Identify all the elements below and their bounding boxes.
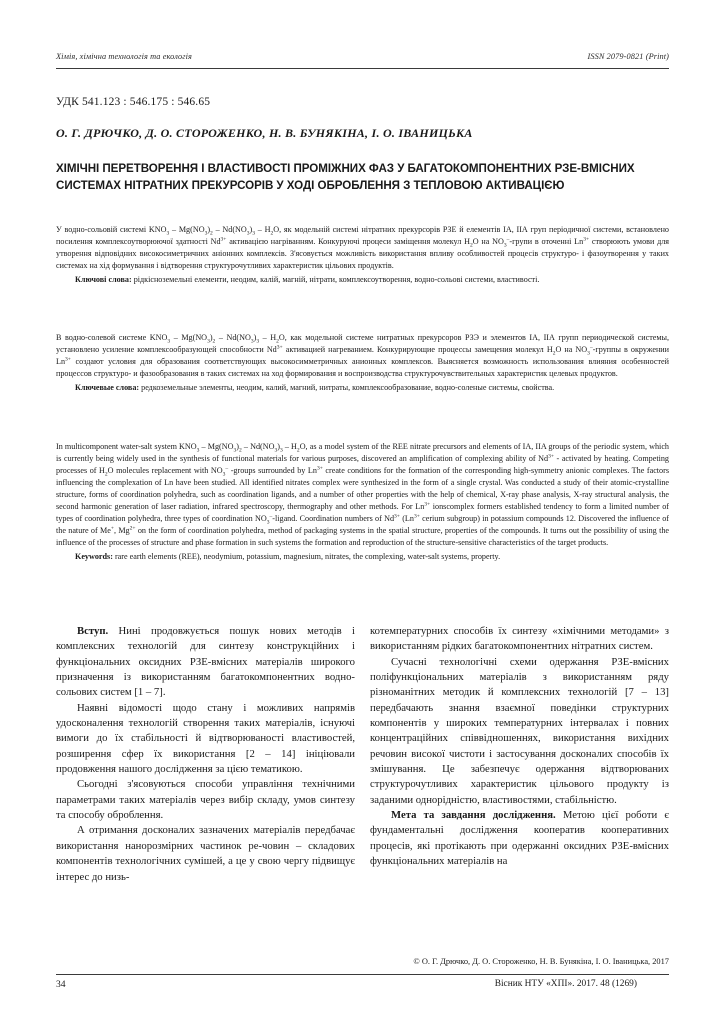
body-column-left xyxy=(56,624,355,944)
header-rule xyxy=(56,68,669,69)
abstract-ru-keywords xyxy=(56,382,669,394)
paragraph-text: Нині продовжується пошук нових методів і комплексних технологій для синтезу конструкційних і функціональних оксидних РЗЕ-вмісних матеріалів широкого призначення із використанням багатокомпонентних водно-сольових систем [1 – 7]. xyxy=(56,625,355,699)
page-number: 34 xyxy=(56,979,66,990)
running-head xyxy=(56,52,669,61)
body-columns xyxy=(56,624,669,944)
keywords-label-ru: Ключевые слова: xyxy=(75,383,140,393)
body-paragraph xyxy=(56,701,355,778)
footer-line xyxy=(56,979,669,990)
abstract-russian xyxy=(56,332,669,394)
body-column-right xyxy=(370,624,669,944)
abstract-english xyxy=(56,441,669,563)
keywords-label-en: Keywords: xyxy=(75,552,113,562)
keywords-text-en: rare earth elements (REE), neodymium, potassium, magnesium, nitrates, the complexing, water-salt systems, property. xyxy=(114,552,501,562)
paragraph-lead: Мета та завдання дослідження. xyxy=(391,809,556,822)
abstract-uk-body: У водно-сольовій системі $KNO_3 - Mg(NO_3)_2 - Nd(NO_3)_3 - H_2O$, як модельній системі нітратних прекурсорів РЗЕ й елементів ІА, ІІА груп періодичної системи, встановлено посилення комплексоутворюючої здатності $Nd^{3+}$ активацією нагріванням. Конкуруючі процеси заміщення молекул $H_2O$ на $NO_3^-$-групи в оточенні $Ln^{3+}$ створюють умови для утворення відповідних високосиметричних аніонних комплексів. З'ясовується можливість використання впливу особливостей процесів структуро- і фазоутворення у таких системах на хід формування і відтворення структурочутливих характеристик цільових продуктів. xyxy=(56,225,670,271)
journal-reference: Вісник НТУ «ХПІ». 2017. 48 (1269) xyxy=(494,979,637,989)
paragraph-text: Сучасні технологічні схеми одержання РЗЕ-вмісних поліфункціональних матеріалів з використанням ряду різноманітних методик й комплексних технологій [7 – 13] передбачають знання взаємної поведінки структурних компонентів у широких температурних інтервалах і повних концентраційних співвідношеннях, використання вихідних речовин високої чистоти і застосування досконалих способів їх змішування. Це забезпечує одержання відтворюваних структурочутливих характеристик цільового продукту із заданими однорідністю, властивостями, стабільністю. xyxy=(370,655,669,806)
body-paragraph xyxy=(56,823,355,884)
keywords-label-uk: Ключові слова: xyxy=(75,275,132,285)
page-title: ХІМІЧНІ ПЕРЕТВОРЕННЯ І ВЛАСТИВОСТІ ПРОМІЖНИХ ФАЗ У БАГАТОКОМПОНЕНТНИХ РЗЕ-ВМІСНИХ СИСТЕМАХ НІТРАТНИХ ПРЕКУРСОРІВ У ХОДІ ОБРОБЛЕННЯ З ТЕПЛОВОЮ АКТИВАЦІЄЮ xyxy=(56,161,635,193)
abstract-ru-body: В водно-солевой системе $KNO_3 - Mg(NO_3)_2 - Nd(NO_3)_3 - H_2O$, как модельной системе нитратных прекурсоров РЗЭ и элементов ІА, ІІА групп периодической системы, установлено усиление комплексообразующей способности $Nd^{3+}$ активацией нагреванием. Конкурирующие процессы замещения молекул $H_2O$ на $NO_3^-$-группы в окружении $Ln^{3+}$ создают условия для образования соответствующих высокосимметричных анионных комплексов. Выясняется возможность использования влияния особенностей процессов структуро- и фазообразования в таких системах на ход формирования и воспроизводства структурочувствительных характеристик целевых продуктов. xyxy=(56,333,670,379)
abstract-en-keywords xyxy=(56,551,669,563)
paragraph-text: Метою цієї роботи є фундаментальні дослідження кооператив кооперативних процесів, які протікають при одержанні оксидних РЗЕ-вмісних функціональних матеріалів на xyxy=(370,809,669,868)
body-paragraph xyxy=(370,624,669,655)
keywords-text-uk: рідкісноземельні елементи, неодим, калій, магній, нітрати, комплексоутворення, водно-сольові системи, властивості. xyxy=(133,275,540,285)
abstract-en-body: In multicomponent water-salt system $KNO_3 - Mg(NO_3)_2 - Nd(NO_3)_3 - H_2O$, as a model system of the REE nitrate precursors and elements of IA, IIA groups of the periodic system, which is currently being widely used in the synthesis of functional materials for various purposes, discovered an amplification of complexing ability of $Nd^{3+}$ - activated by heating. Competing processes of $H_2O$ molecules replacement with $NO_3^-$ -groups surrounded by $Ln^{3+}$ create conditions for the formation of the corresponding high-symmetry anionic complexes. The factors influencing the complexation of Ln have been studied. All identified nitrates complex were synthesized in the form of a single crystal. Was conducted a study of their atomic-crystalline structure, forms of coordination polyhedra, such as coordination ligands, and a number of other properties with the help of chemical, X-ray phase analysis, X-ray structural analysis, the second harmonic generation of laser radiation, infrared spectroscopy, thermography and other methods. For $Ln^{3+}$ ionscomplex formers established tendency to form a limited number of types of coordination polyhedra, three types of coordination $NO_3^-$-ligand. Coordination numbers of $Nd^{3+}$ ($Ln^{3+}$ cerium subgroup) in potassium compounds 12. Discovered the influence of the nature of Me+, $Mg^{2+}$ on the form of coordination polyhedra, method of packaging systems in the spatial structure, properties of the compounds. It turns out the possibility of using the influence of the processes of structure and phase formation in such systems the formation and reproduction of the structure-sensitive characteristics of the target products. xyxy=(56,442,670,548)
footer-rule xyxy=(56,974,669,975)
paragraph-text: А отримання досконалих зазначених матеріалів передбачає використання нанорозмірних частинок ре-човин – складових компонентів технологічних сумішей, а це у свою чергу підвищує інтерес до низь- xyxy=(56,824,355,883)
paragraph-lead: Вступ. xyxy=(77,625,109,637)
paragraph-text: Сьогодні з'ясовуються способи управління технічними параметрами таких матеріалів через вибір складу, умов синтезу та способу оброблення. xyxy=(56,778,355,822)
paragraph-text: Наявні відомості щодо стану і можливих напрямів удосконалення технологій створення таких матеріалів, існуючі вимоги до їх стабільності й відтворюваності властивостей, розширення сфер їх використання [2 – 14] ініціювали продовження нашого дослідження за цією тематикою. xyxy=(56,701,355,776)
body-paragraph xyxy=(370,655,669,808)
abstract-uk-keywords xyxy=(56,274,669,286)
body-paragraph xyxy=(56,777,355,823)
body-paragraph xyxy=(56,624,355,701)
author-list: О. Г. ДРЮЧКО, Д. О. СТОРОЖЕНКО, Н. В. БУНЯКІНА, І. О. ІВАНИЦЬКА xyxy=(56,126,473,140)
body-paragraph xyxy=(370,808,669,869)
running-head-right: ISSN 2079-0821 (Print) xyxy=(587,52,669,61)
keywords-text-ru: редкоземельные элементы, неодим, калий, магний, нитраты, комплексообразование, водно-соленые системы, свойства. xyxy=(141,383,555,393)
running-head-left: Хімія, хімічна технологія та екологія xyxy=(56,52,192,61)
udc-code: УДК 541.123 : 546.175 : 546.65 xyxy=(56,96,211,108)
abstract-ukrainian xyxy=(56,224,669,286)
paragraph-text: котемпературних способів їх синтезу «хімічними методами» з використанням рідких багатокомпонентних нітратних систем. xyxy=(370,625,669,653)
copyright-line: © О. Г. Дрючко, Д. О. Стороженко, Н. В. Бунякіна, І. О. Іваницька, 2017 xyxy=(413,957,669,966)
page-content-area xyxy=(56,0,669,1024)
